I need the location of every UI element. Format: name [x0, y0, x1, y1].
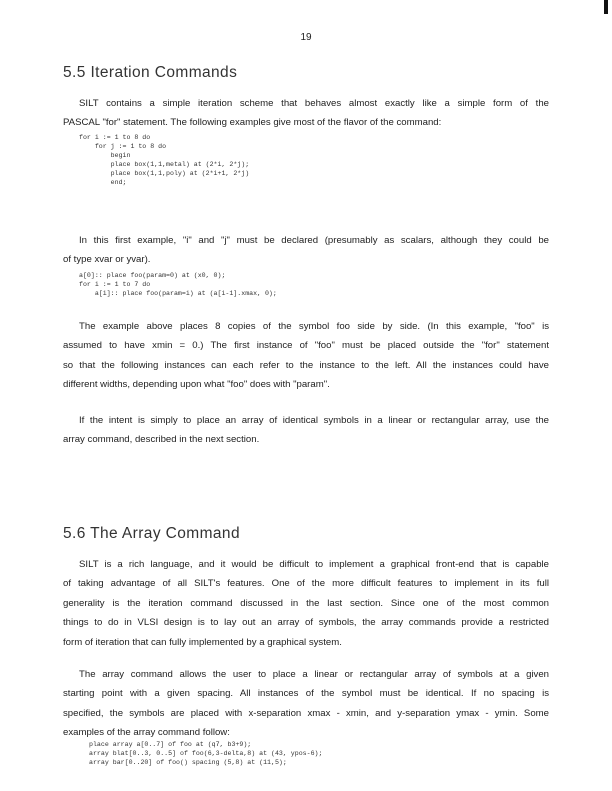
- text-line: examples of the array command follow:: [63, 727, 230, 739]
- text-line: starting point with a given spacing. All instances of the symbol must be identical. If no spacing is: [63, 688, 549, 700]
- code-line: for i := 1 to 8 do: [79, 134, 151, 141]
- code-line: for i := 1 to 7 do: [79, 281, 151, 288]
- paragraph: [63, 411, 549, 450]
- code-block: [79, 271, 277, 298]
- text-line: of type xvar or yvar).: [63, 254, 151, 266]
- text-line: assumed to have xmin = 0.) The first instance of "foo" must be placed outside the "for" statement: [63, 340, 549, 352]
- text-line: array command, described in the next section.: [63, 434, 260, 446]
- text-line: The example above places 8 copies of the symbol foo side by side. (In this example, "foo" is: [79, 321, 549, 332]
- paragraph: [63, 231, 549, 270]
- text-line: PASCAL "for" statement. The following examples give most of the flavor of the command:: [63, 117, 442, 129]
- page-number: 19: [300, 32, 312, 43]
- paragraph: [63, 665, 549, 743]
- code-line: end;: [79, 179, 127, 186]
- code-line: place array a[0..7] of foo at (q7, b3+9);: [89, 741, 252, 748]
- text-line: so that the following instances can each refer to the instance to the left. All the instances could have: [63, 359, 549, 371]
- code-block: [89, 740, 322, 767]
- code-line: a[i]:: place foo(param=i) at (a[i-1].xmax, 0);: [79, 290, 277, 297]
- text-line: of taking advantage of all SILT's features. One of the more difficult features to implement in its full: [63, 578, 549, 590]
- section-heading-5-5: 5.5 Iteration Commands: [63, 64, 238, 81]
- code-line: for j := 1 to 8 do: [79, 143, 167, 150]
- text-line: If the intent is simply to place an array of identical symbols in a linear or rectangular array, use the: [79, 415, 549, 426]
- code-line: place box(1,1,metal) at (2*i, 2*j);: [79, 161, 250, 168]
- text-line: specified, the symbols are placed with x-separation xmax - xmin, and y-separation ymax - ymin. Some: [63, 707, 549, 719]
- text-line: SILT contains a simple iteration scheme that behaves almost exactly like a simple form of the: [79, 98, 549, 109]
- text-line: SILT is a rich language, and it would be difficult to implement a graphical front-end that is capable: [79, 559, 549, 570]
- code-block: [79, 133, 249, 187]
- code-line: array blat[0..3, 0..5] of foo(6,3-delta,8) at (43, ypos-6);: [89, 750, 323, 757]
- text-line: generality is the iteration command discussed in the last section. Since one of the most common: [63, 597, 549, 609]
- text-line: form of iteration that can fully implemented by a graphical system.: [63, 636, 342, 648]
- section-heading-5-6: 5.6 The Array Command: [63, 525, 240, 542]
- text-line: In this first example, "i" and "j" must be declared (presumably as scalars, although they could be: [79, 235, 549, 246]
- code-line: array bar[0..20] of foo() spacing (5,8) at (11,5);: [89, 759, 287, 766]
- paragraph: [63, 317, 549, 395]
- code-line: begin: [79, 152, 131, 159]
- code-line: place box(1,1,poly) at (2*i+1, 2*j): [79, 170, 250, 177]
- paragraph: [63, 555, 549, 652]
- text-line: things to do in VLSI design is to lay out an array of symbols, the array commands provide a restricted: [63, 617, 549, 629]
- paragraph: [63, 94, 549, 133]
- code-line: a[0]:: place foo(param=0) at (x0, 0);: [79, 272, 226, 279]
- text-line: The array command allows the user to place a linear or rectangular array of symbols at a given: [79, 669, 549, 680]
- page-edge-mark: [604, 0, 608, 14]
- text-line: different widths, depending upon what "foo" does with "param".: [63, 379, 330, 391]
